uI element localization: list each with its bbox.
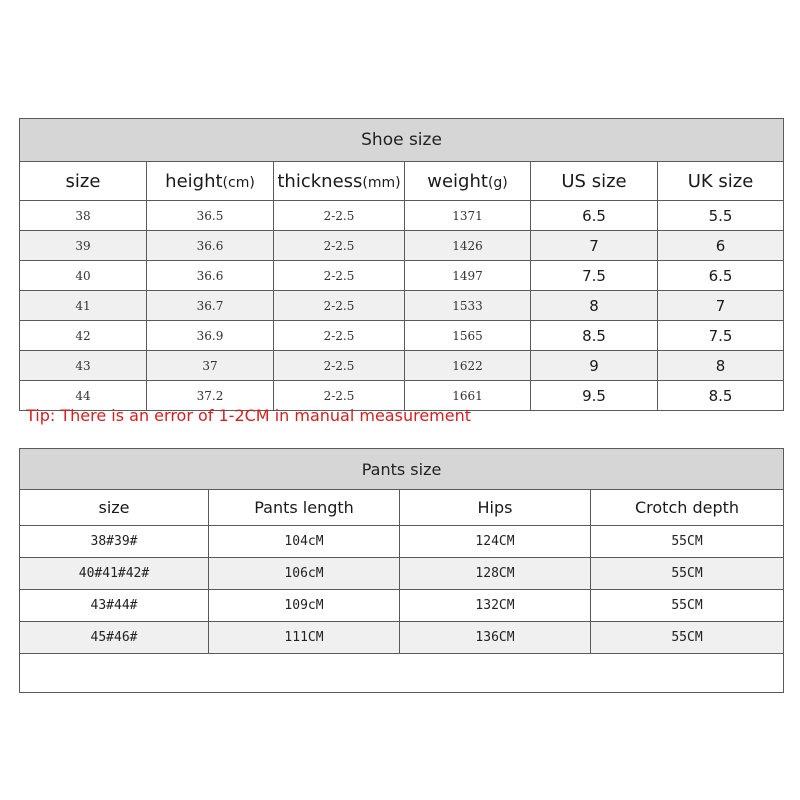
shoe-cell-thickness: 2-2.5 [274,381,405,411]
shoe-header-us-size: US size [531,162,658,201]
pants-cell-crotch-depth: 55CM [591,590,784,622]
shoe-cell-thickness: 2-2.5 [274,351,405,381]
pants-cell-hips: 132CM [400,590,591,622]
pants-cell-crotch-depth: 55CM [591,622,784,654]
pants-cell-length: 106cM [209,558,400,590]
shoe-table-title: Shoe size [20,119,784,162]
shoe-cell-size: 41 [20,291,147,321]
pants-table-row [20,558,784,590]
shoe-header-row [20,162,784,201]
shoe-cell-thickness: 2-2.5 [274,291,405,321]
pants-cell-hips: 136CM [400,622,591,654]
shoe-cell-us: 9.5 [531,381,658,411]
pants-cell-length: 111CM [209,622,400,654]
shoe-cell-height: 36.9 [147,321,274,351]
shoe-header-weight: weight(g) [405,162,531,201]
shoe-header-uk-size: UK size [658,162,784,201]
shoe-header-thickness: thickness(mm) [274,162,405,201]
shoe-cell-thickness: 2-2.5 [274,261,405,291]
pants-header-row [20,490,784,526]
shoe-cell-weight: 1661 [405,381,531,411]
shoe-cell-weight: 1533 [405,291,531,321]
shoe-cell-thickness: 2-2.5 [274,321,405,351]
shoe-cell-us: 8 [531,291,658,321]
pants-header-hips: Hips [400,490,591,526]
shoe-size-table [19,118,784,411]
pants-cell-hips: 124CM [400,526,591,558]
shoe-cell-height: 36.6 [147,231,274,261]
shoe-cell-uk: 8.5 [658,381,784,411]
pants-table-row [20,622,784,654]
shoe-header-height: height(cm) [147,162,274,201]
pants-size-table [19,448,784,693]
shoe-cell-uk: 6.5 [658,261,784,291]
shoe-table-row [20,291,784,321]
shoe-header-size: size [20,162,147,201]
pants-cell-size: 38#39# [20,526,209,558]
pants-cell-hips: 128CM [400,558,591,590]
shoe-cell-us: 8.5 [531,321,658,351]
pants-cell-size: 40#41#42# [20,558,209,590]
shoe-cell-height: 37 [147,351,274,381]
shoe-table-row [20,261,784,291]
shoe-table-row [20,321,784,351]
shoe-cell-height: 36.6 [147,261,274,291]
pants-cell-crotch-depth: 55CM [591,558,784,590]
shoe-cell-uk: 6 [658,231,784,261]
shoe-cell-size: 39 [20,231,147,261]
shoe-cell-height: 36.5 [147,201,274,231]
shoe-cell-height: 36.7 [147,291,274,321]
shoe-cell-thickness: 2-2.5 [274,231,405,261]
shoe-cell-thickness: 2-2.5 [274,201,405,231]
shoe-cell-weight: 1497 [405,261,531,291]
shoe-cell-weight: 1565 [405,321,531,351]
shoe-cell-weight: 1622 [405,351,531,381]
shoe-cell-uk: 7.5 [658,321,784,351]
shoe-cell-size: 40 [20,261,147,291]
shoe-table-row [20,351,784,381]
pants-table-title: Pants size [20,449,784,490]
pants-header-size: size [20,490,209,526]
shoe-cell-uk: 7 [658,291,784,321]
shoe-cell-weight: 1371 [405,201,531,231]
pants-empty-row [20,654,784,693]
pants-cell-crotch-depth: 55CM [591,526,784,558]
shoe-table-row [20,201,784,231]
pants-cell-size: 43#44# [20,590,209,622]
pants-cell-size: 45#46# [20,622,209,654]
shoe-cell-us: 6.5 [531,201,658,231]
shoe-cell-us: 7.5 [531,261,658,291]
shoe-cell-uk: 5.5 [658,201,784,231]
pants-header-crotch-depth: Crotch depth [591,490,784,526]
shoe-cell-size: 38 [20,201,147,231]
shoe-cell-us: 7 [531,231,658,261]
shoe-cell-weight: 1426 [405,231,531,261]
measurement-tip: Tip: There is an error of 1-2CM in manual measurement [26,406,471,425]
shoe-table-row [20,231,784,261]
pants-table-row [20,590,784,622]
pants-cell-length: 109cM [209,590,400,622]
pants-cell-length: 104cM [209,526,400,558]
shoe-cell-size: 42 [20,321,147,351]
pants-empty-cell [20,654,784,693]
shoe-cell-us: 9 [531,351,658,381]
shoe-cell-size: 44 [20,381,147,411]
shoe-cell-height: 37.2 [147,381,274,411]
shoe-cell-size: 43 [20,351,147,381]
pants-header-length: Pants length [209,490,400,526]
shoe-cell-uk: 8 [658,351,784,381]
pants-table-row [20,526,784,558]
